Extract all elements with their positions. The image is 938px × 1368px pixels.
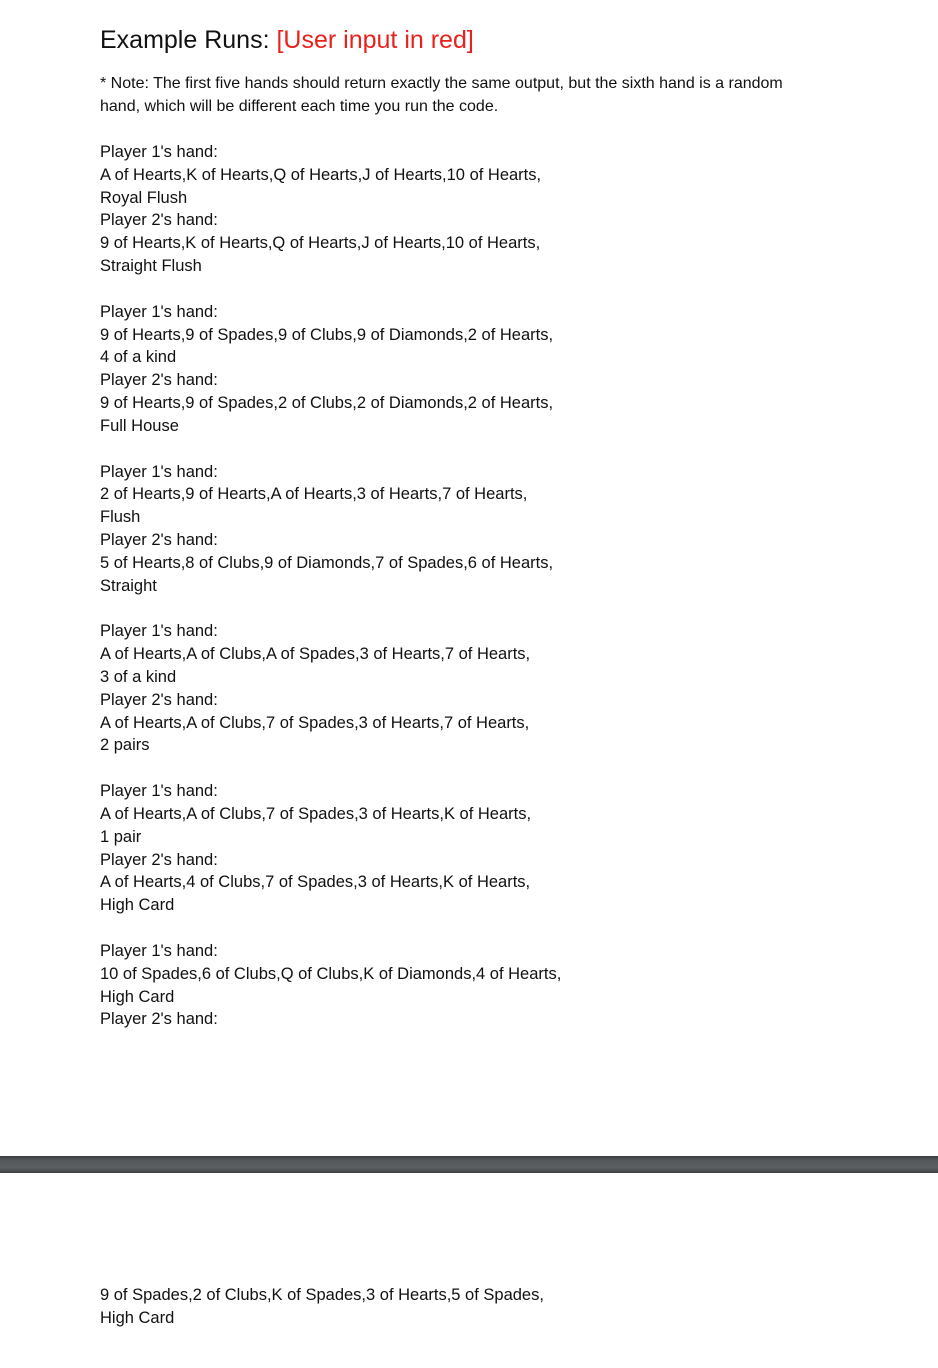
player-2-cards: 5 of Hearts,8 of Clubs,9 of Diamonds,7 of Spades,6 of Hearts,: [100, 553, 554, 572]
run-2: [100, 301, 800, 438]
player-2-cards: 9 of Hearts,K of Hearts,Q of Hearts,J of Hearts,10 of Hearts,: [100, 234, 541, 253]
player-2-label: Player 2's hand:: [100, 1010, 218, 1029]
document-page-2: [0, 1173, 938, 1368]
player-1-label: Player 1's hand:: [100, 941, 218, 960]
run-1: [100, 141, 800, 278]
player-2-label: Player 2's hand:: [100, 850, 218, 869]
player-2-label: Player 2's hand:: [100, 530, 218, 549]
player-1-rank: 4 of a kind: [100, 348, 177, 367]
player-2-label: Player 2's hand:: [100, 690, 218, 709]
page-heading: [100, 24, 474, 56]
run-6-continuation: [100, 1284, 544, 1330]
page-break-separator: [0, 1156, 938, 1173]
heading-user-input-note: [User input in red]: [276, 26, 474, 54]
player-1-rank: Royal Flush: [100, 188, 188, 207]
heading-label: Example Runs:: [100, 26, 270, 54]
player-1-cards: 9 of Hearts,9 of Spades,9 of Clubs,9 of Diamonds,2 of Hearts,: [100, 325, 554, 344]
player-2-rank: Straight: [100, 576, 157, 595]
player-2-cards: 9 of Hearts,9 of Spades,2 of Clubs,2 of Diamonds,2 of Hearts,: [100, 393, 554, 412]
player-2-rank: High Card: [100, 1308, 175, 1327]
run-5: [100, 780, 800, 917]
player-1-cards: 10 of Spades,6 of Clubs,Q of Clubs,K of Diamonds,4 of Hearts,: [100, 964, 562, 983]
player-2-label: Player 2's hand:: [100, 371, 218, 390]
player-2-rank: Straight Flush: [100, 256, 202, 275]
player-1-cards: A of Hearts,A of Clubs,A of Spades,3 of Hearts,7 of Hearts,: [100, 645, 531, 664]
player-2-cards: A of Hearts,4 of Clubs,7 of Spades,3 of Hearts,K of Hearts,: [100, 873, 531, 892]
run-4: [100, 620, 800, 757]
player-1-label: Player 1's hand:: [100, 782, 218, 801]
player-1-rank: 1 pair: [100, 827, 142, 846]
player-2-rank: Full House: [100, 416, 179, 435]
note-paragraph: * Note: The first five hands should return exactly the same output, but the sixth hand is a random hand, which will be different each time you run the code.: [100, 75, 783, 115]
player-1-rank: High Card: [100, 987, 175, 1006]
player-2-cards: A of Hearts,A of Clubs,7 of Spades,3 of Hearts,7 of Hearts,: [100, 713, 530, 732]
player-1-cards: A of Hearts,K of Hearts,Q of Hearts,J of Hearts,10 of Hearts,: [100, 165, 542, 184]
player-1-cards: A of Hearts,A of Clubs,7 of Spades,3 of Hearts,K of Hearts,: [100, 804, 532, 823]
player-1-label: Player 1's hand:: [100, 302, 218, 321]
example-runs: [100, 141, 800, 1054]
player-2-rank: 2 pairs: [100, 736, 150, 755]
player-2-label: Player 2's hand:: [100, 211, 218, 230]
player-1-label: Player 1's hand:: [100, 622, 218, 641]
player-1-rank: 3 of a kind: [100, 667, 177, 686]
run-3: [100, 461, 800, 598]
player-1-cards: 2 of Hearts,9 of Hearts,A of Hearts,3 of Hearts,7 of Hearts,: [100, 485, 528, 504]
player-1-label: Player 1's hand:: [100, 462, 218, 481]
player-2-cards: 9 of Spades,2 of Clubs,K of Spades,3 of Hearts,5 of Spades,: [100, 1286, 544, 1304]
player-1-rank: Flush: [100, 508, 141, 527]
player-2-rank: High Card: [100, 896, 175, 915]
player-1-label: Player 1's hand:: [100, 143, 218, 161]
run-6: [100, 940, 800, 1031]
